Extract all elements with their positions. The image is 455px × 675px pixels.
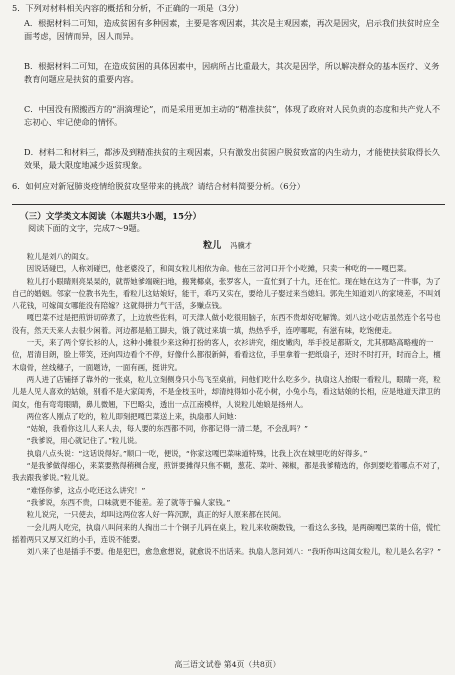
- question-5-option-d: D．材料二和材料三，都涉及到精准扶贫的主观因素，只有激发出贫困户脱贫致富的内生动力，才能使扶贫取得长久效果，最大限度地减少返贫现象。: [24, 147, 440, 170]
- story-paragraph: 一天，来了两个穿长衫的人，这种小摊很少来这种打扮的客人，衣衫讲究，细皮嫩肉，举手投足都斯文，尤其那略高略瘦的一位，眉清目朗，脸上带笑，还向四边看个不停，好像什么都很新鲜，看看这位，手里拿着一把纸扇子，还时不时打开，时而合上，檀木扇骨，丝线穗子，一面题诗，一面有画，挺讲究。: [12, 338, 441, 372]
- story-paragraph: “我爹说，用心就记住了。”粒儿说。: [26, 436, 142, 446]
- story-heading: [0, 238, 455, 251]
- story-paragraph: 两位客人刚点了吃的，粒儿即刻把嘎巴菜送上来，执扇那人问她：: [26, 411, 242, 421]
- story-paragraph: 刘八来了也是插手不要。他是犯巴，愈急愈想说，就愈说不出话来。执扇人忽问刘八：“我听你叫这闺女粒儿，粒儿是么名字？”: [26, 547, 441, 557]
- story-paragraph: 因说话碰巴，人称刘碰巴，他老婆没了，和闺女粒儿相依为命。他在三岔河口开个小吃摊，只卖一种吃的——嘎巴菜。: [26, 264, 412, 274]
- story-paragraph: “姑娘，我看你这儿人来人去，每人要的东西都不同，你都记得一清二楚，不会乱吗？”: [26, 424, 308, 434]
- story-author: 冯骥才: [230, 241, 252, 250]
- section-3-title: （三）文学类文本阅读（本题共3小题，15分）: [20, 212, 202, 222]
- story-paragraph: 嘎巴菜不过是把煎饼切碎煮了，上边放些佐料，可天津人做小吃很用脑子，东西不贵却好吃解馋。刘八这小吃店虽然连个名号也没有，然天天来人去很少闲着。河边都是船工脚夫，饿了就过来填一填，热热乎乎，连哼哪呢，有滋有味，吃饱便走。: [12, 313, 441, 335]
- question-6-stem: 6．如何应对新冠肺炎疫情给脱贫攻坚带来的挑战？请结合材料简要分析。（6分）: [12, 181, 305, 191]
- story-paragraph: 粒儿是刘八的闺女。: [26, 252, 94, 261]
- question-5-option-c: C．中国没有照搬西方的“涓滴理论”，而是采用更加主动的“精准扶贫”，体现了政府对人民负责的态度和共产党人不忘初心、牢记使命的情怀。: [24, 104, 441, 127]
- story-paragraph: “是我爹做得细心，来菜要熬得稍稠合度，煎饼要摊得只焦不糊，葱花、菜叶、辣椒，都是我爹精选的，你到要吃着哪点不对了，我去跟我爹说。”粒儿说。: [12, 461, 445, 483]
- section-divider: [12, 204, 445, 205]
- question-5-stem: 5．下列对材料相关内容的概括和分析，不正确的一项是（3分）: [12, 3, 244, 13]
- story-paragraph: “难怪你爹，这点小吃还这么讲究！”: [26, 485, 146, 495]
- story-paragraph: 粒儿说完，一只使去，却叫这两位客人好一阵沉默，真正的好人原来都在民间。: [26, 510, 286, 520]
- page-footer: 高三语文试卷 第4页（共8页）: [174, 660, 281, 669]
- story-paragraph: 粒儿打小眼睛则亮杲杲的，就帮她爹端碗扫地，搬凳椰桌，张罗客人，一直忙到了十九，还在忙。现在她在这为了一件事，为了自己的婚姻。邻家一位教书先生，看粒儿这姑娘好，能干，乖巧又实在，要给儿子娶过来当媳妇。郭先生知道刘八的家境差，不叫刘八花钱，可嫁闺女哪能没有陪嫁？这就得拼力气干活，多赚点钱。: [12, 276, 441, 311]
- section-3-intro: 阅读下面的文字，完成7～9题。: [28, 223, 145, 233]
- story-paragraph: “我爹说，东西不贵，口味就更不能差。差了就等于骗人家钱。”: [26, 497, 231, 507]
- story-paragraph: 一会儿两人吃完，执扇八叫问来的人掏出二十个铜子儿码在桌上，粒儿来收碗数钱，一看这么多钱，是两碗嘎巴菜的十倍，慌忙摇着两只又厚又红的小手，连说不能要。: [12, 522, 441, 544]
- story-paragraph: 两人进了店铺择了靠外的一张桌，粒儿立刻侧身只小鸟飞至桌前，问他们吃什么吃多少。执扇这人抬眼一看粒儿，眼睛一亮，粒儿是人见人喜欢的姑娘，别看不是大家闺秀，不是金枝玉叶，却清纯得如小花小树，小兔小鸟，看这姑娘的长相，应是地道天津卫的闺女，他有弯弯眼睛，鼻儿微翘，下巴略尖，透出一点江南模样，人说粒儿她娘是扬州人。: [12, 374, 441, 409]
- story-paragraph: 执扇八点头说：“这话说得好。”顺口一吃，便说，“你家这嘎巴菜味道特殊，比我上次在城里吃的好得多。”: [26, 448, 368, 458]
- story-title: 粒儿: [203, 241, 222, 251]
- question-5-option-b: B．根据材料二可知，在造成贫困的具体因素中，因病所占比重最大，其次是因学，所以解决群众的基本医疗、义务教育问题应是扶贫的重要内容。: [24, 61, 440, 84]
- question-5-option-a: A．根据材料二可知，造成贫困有多种因素，主要是客观因素，其次是主观因素，再次是因灾，启示我们扶贫时应全面考虑，因情而异，因人而异。: [24, 18, 440, 41]
- story-body: [12, 251, 445, 558]
